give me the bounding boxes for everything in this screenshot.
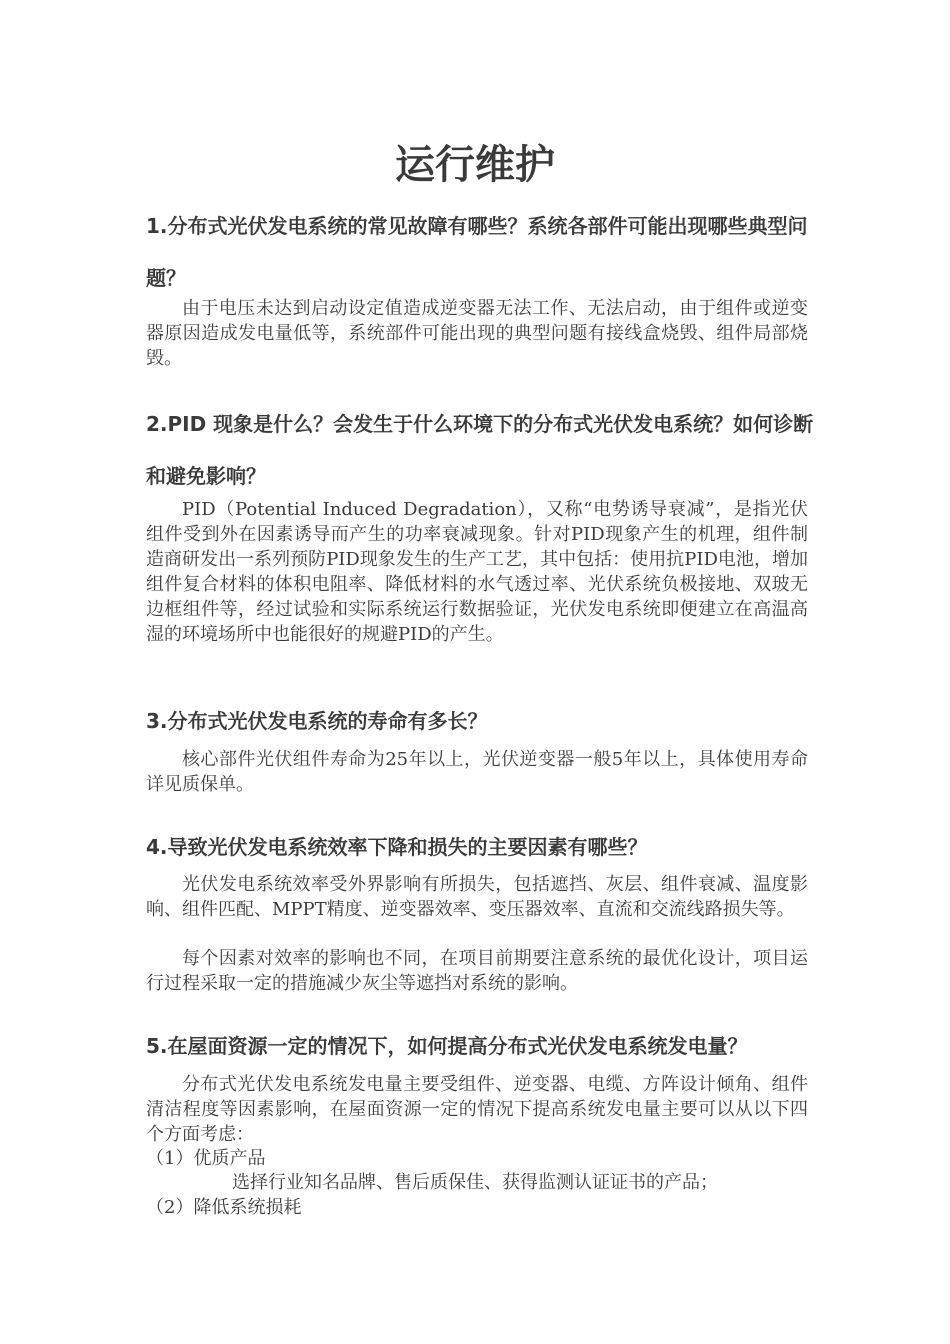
question-5-heading: 5.在屋面资源一定的情况下，如何提高分布式光伏发电系统发电量？ bbox=[146, 1034, 748, 1058]
answer-1-paragraph: 由于电压未达到启动设定值造成逆变器无法工作、无法启动，由于组件或逆变器原因造成发电量低等，系统部件可能出现的典型问题有接线盒烧毁、组件局部烧毁。 bbox=[146, 298, 808, 369]
answer-4-paragraph-2: 每个因素对效率的影响也不同，在项目前期要注意系统的最优化设计，项目运行过程采取一定的措施减少灰尘等遮挡对系统的影响。 bbox=[146, 948, 808, 994]
answer-5-item-1-heading: （1）优质产品 bbox=[146, 1148, 266, 1169]
question-2-heading: 2.PID 现象是什么？会发生于什么环境下的分布式光伏发电系统？如何诊断和避免影响？ bbox=[146, 412, 814, 488]
answer-2-paragraph: PID（Potential Induced Degradation），又称“电势诱导衰减”，是指光伏组件受到外在因素诱导而产生的功率衰减现象。针对PID现象产生的机理，组件制造商研发出一系列预防PID现象发生的生产工艺，其中包括：使用抗PID电池，增加组件复合材料的体积电阻率、降低材料的水气透过率、光伏系统负极接地、双玻无边框组件等，经过试验和实际系统运行数据验证，光伏发电系统即便建立在高温高湿的环境场所中也能很好的规避PID的产生。 bbox=[146, 499, 808, 645]
answer-5-item-1-text: 选择行业知名品牌、售后质保佳、获得监测认证证书的产品； bbox=[232, 1172, 718, 1193]
question-3-heading: 3.分布式光伏发电系统的寿命有多长？ bbox=[146, 709, 488, 733]
question-4-heading: 4.导致光伏发电系统效率下降和损失的主要因素有哪些？ bbox=[146, 835, 648, 859]
answer-5-paragraph-1: 分布式光伏发电系统发电量主要受组件、逆变器、电缆、方阵设计倾角、组件清洁程度等因素影响，在屋面资源一定的情况下提高系统发电量主要可以从以下四个方面考虑： bbox=[146, 1074, 808, 1145]
question-1-heading: 1.分布式光伏发电系统的常见故障有哪些？系统各部件可能出现哪些典型问题？ bbox=[146, 214, 808, 290]
answer-5-item-2-heading: （2）降低系统损耗 bbox=[146, 1197, 302, 1218]
answer-3-paragraph: 核心部件光伏组件寿命为25年以上，光伏逆变器一般5年以上，具体使用寿命详见质保单。 bbox=[146, 749, 808, 795]
page-title: 运行维护 bbox=[395, 142, 555, 188]
answer-4-paragraph-1: 光伏发电系统效率受外界影响有所损失，包括遮挡、灰层、组件衰减、温度影响、组件匹配、MPPT精度、逆变器效率、变压器效率、直流和交流线路损失等。 bbox=[146, 874, 808, 920]
